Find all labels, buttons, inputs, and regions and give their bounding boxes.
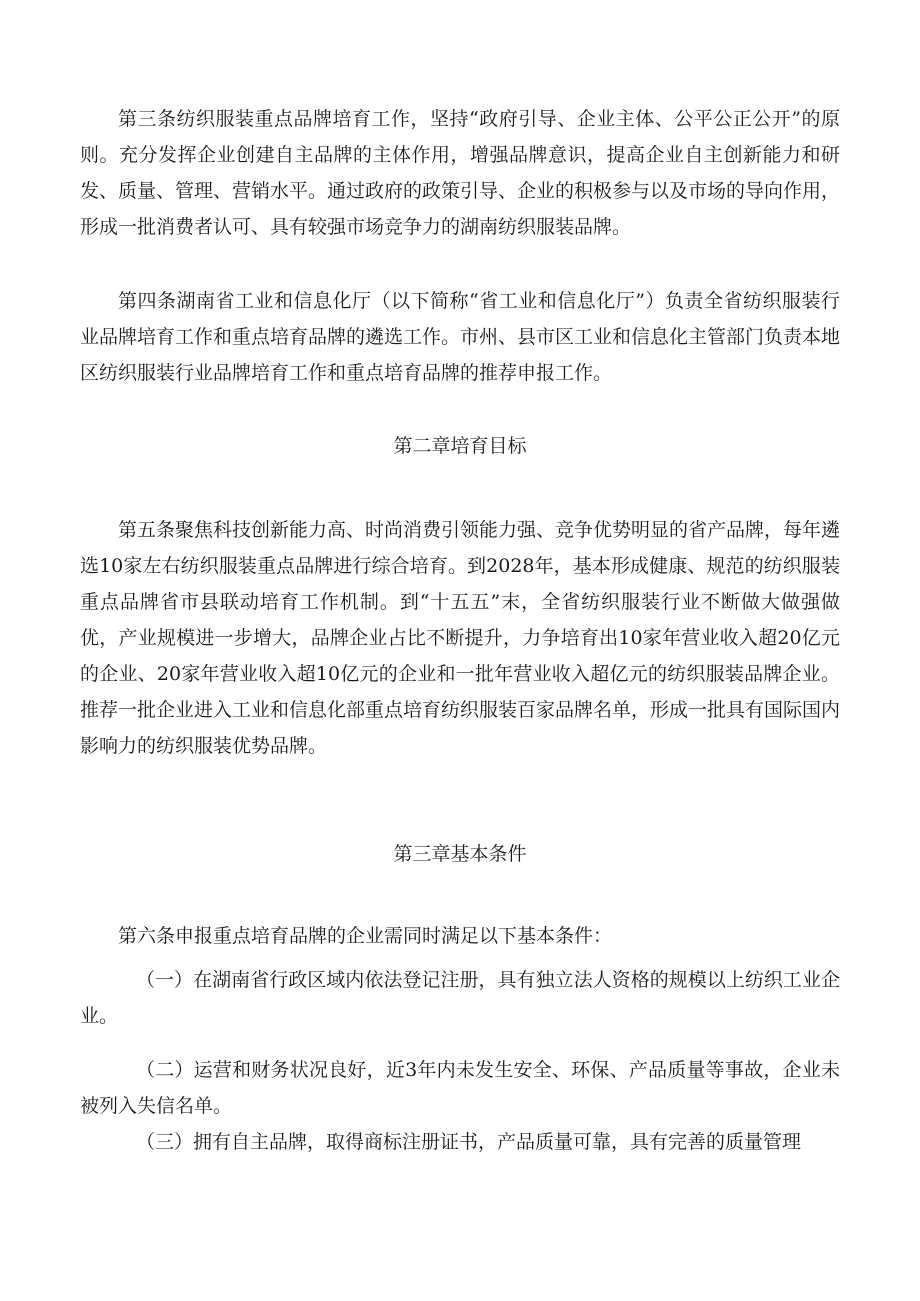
article-4-paragraph: 第四条湖南省工业和信息化厅（以下简称“省工业和信息化厅”）负责全省纺织服装行业品牌培育工作和重点培育品牌的遴选工作。市州、县市区工业和信息化主管部门负责本地区纺织服装行业品牌培育工作和重点培育品牌的推荐申报工作。	[80, 290, 841, 384]
condition-2-item: （二）运营和财务状况良好，近3年内未发生安全、环保、产品质量等事故，企业未被列入失信名单。	[80, 1059, 840, 1117]
condition-1-item: （一）在湖南省行政区域内依法登记注册，具有独立法人资格的规模以上纺织工业企业。	[80, 969, 840, 1027]
chapter-2-heading: 第二章培育目标	[393, 435, 527, 457]
condition-3-item: （三）拥有自主品牌，取得商标注册证书，产品质量可靠，具有完善的质量管理	[136, 1131, 802, 1153]
chapter-3-heading: 第三章基本条件	[393, 843, 527, 865]
article-3-paragraph: 第三条纺织服装重点品牌培育工作，坚持“政府引导、企业主体、公平公正公开”的原则。充分发挥企业创建自主品牌的主体作用，增强品牌意识，提高企业自主创新能力和研发、质量、管理、营销水平。通过政府的政策引导、企业的积极参与以及市场的导向作用，形成一批消费者认可、具有较强市场竞争力的湖南纺织服装品牌。	[80, 108, 841, 238]
article-6-paragraph: 第六条申报重点培育品牌的企业需同时满足以下基本条件：	[118, 925, 613, 947]
article-5-paragraph: 第五条聚焦科技创新能力高、时尚消费引领能力强、竞争优势明显的省产品牌，每年遴选10家左右纺织服装重点品牌进行综合培育。到2028年，基本形成健康、规范的纺织服装重点品牌省市县联动培育工作机制。到“十五五”末，全省纺织服装行业不断做大做强做优，产业规模进一步增大，品牌企业占比不断提升，力争培育出10家年营业收入超20亿元的企业、20家年营业收入超10亿元的企业和一批年营业收入超亿元的纺织服装品牌企业。推荐一批企业进入工业和信息化部重点培育纺织服装百家品牌名单，形成一批具有国际国内影响力的纺织服装优势品牌。	[80, 519, 841, 757]
